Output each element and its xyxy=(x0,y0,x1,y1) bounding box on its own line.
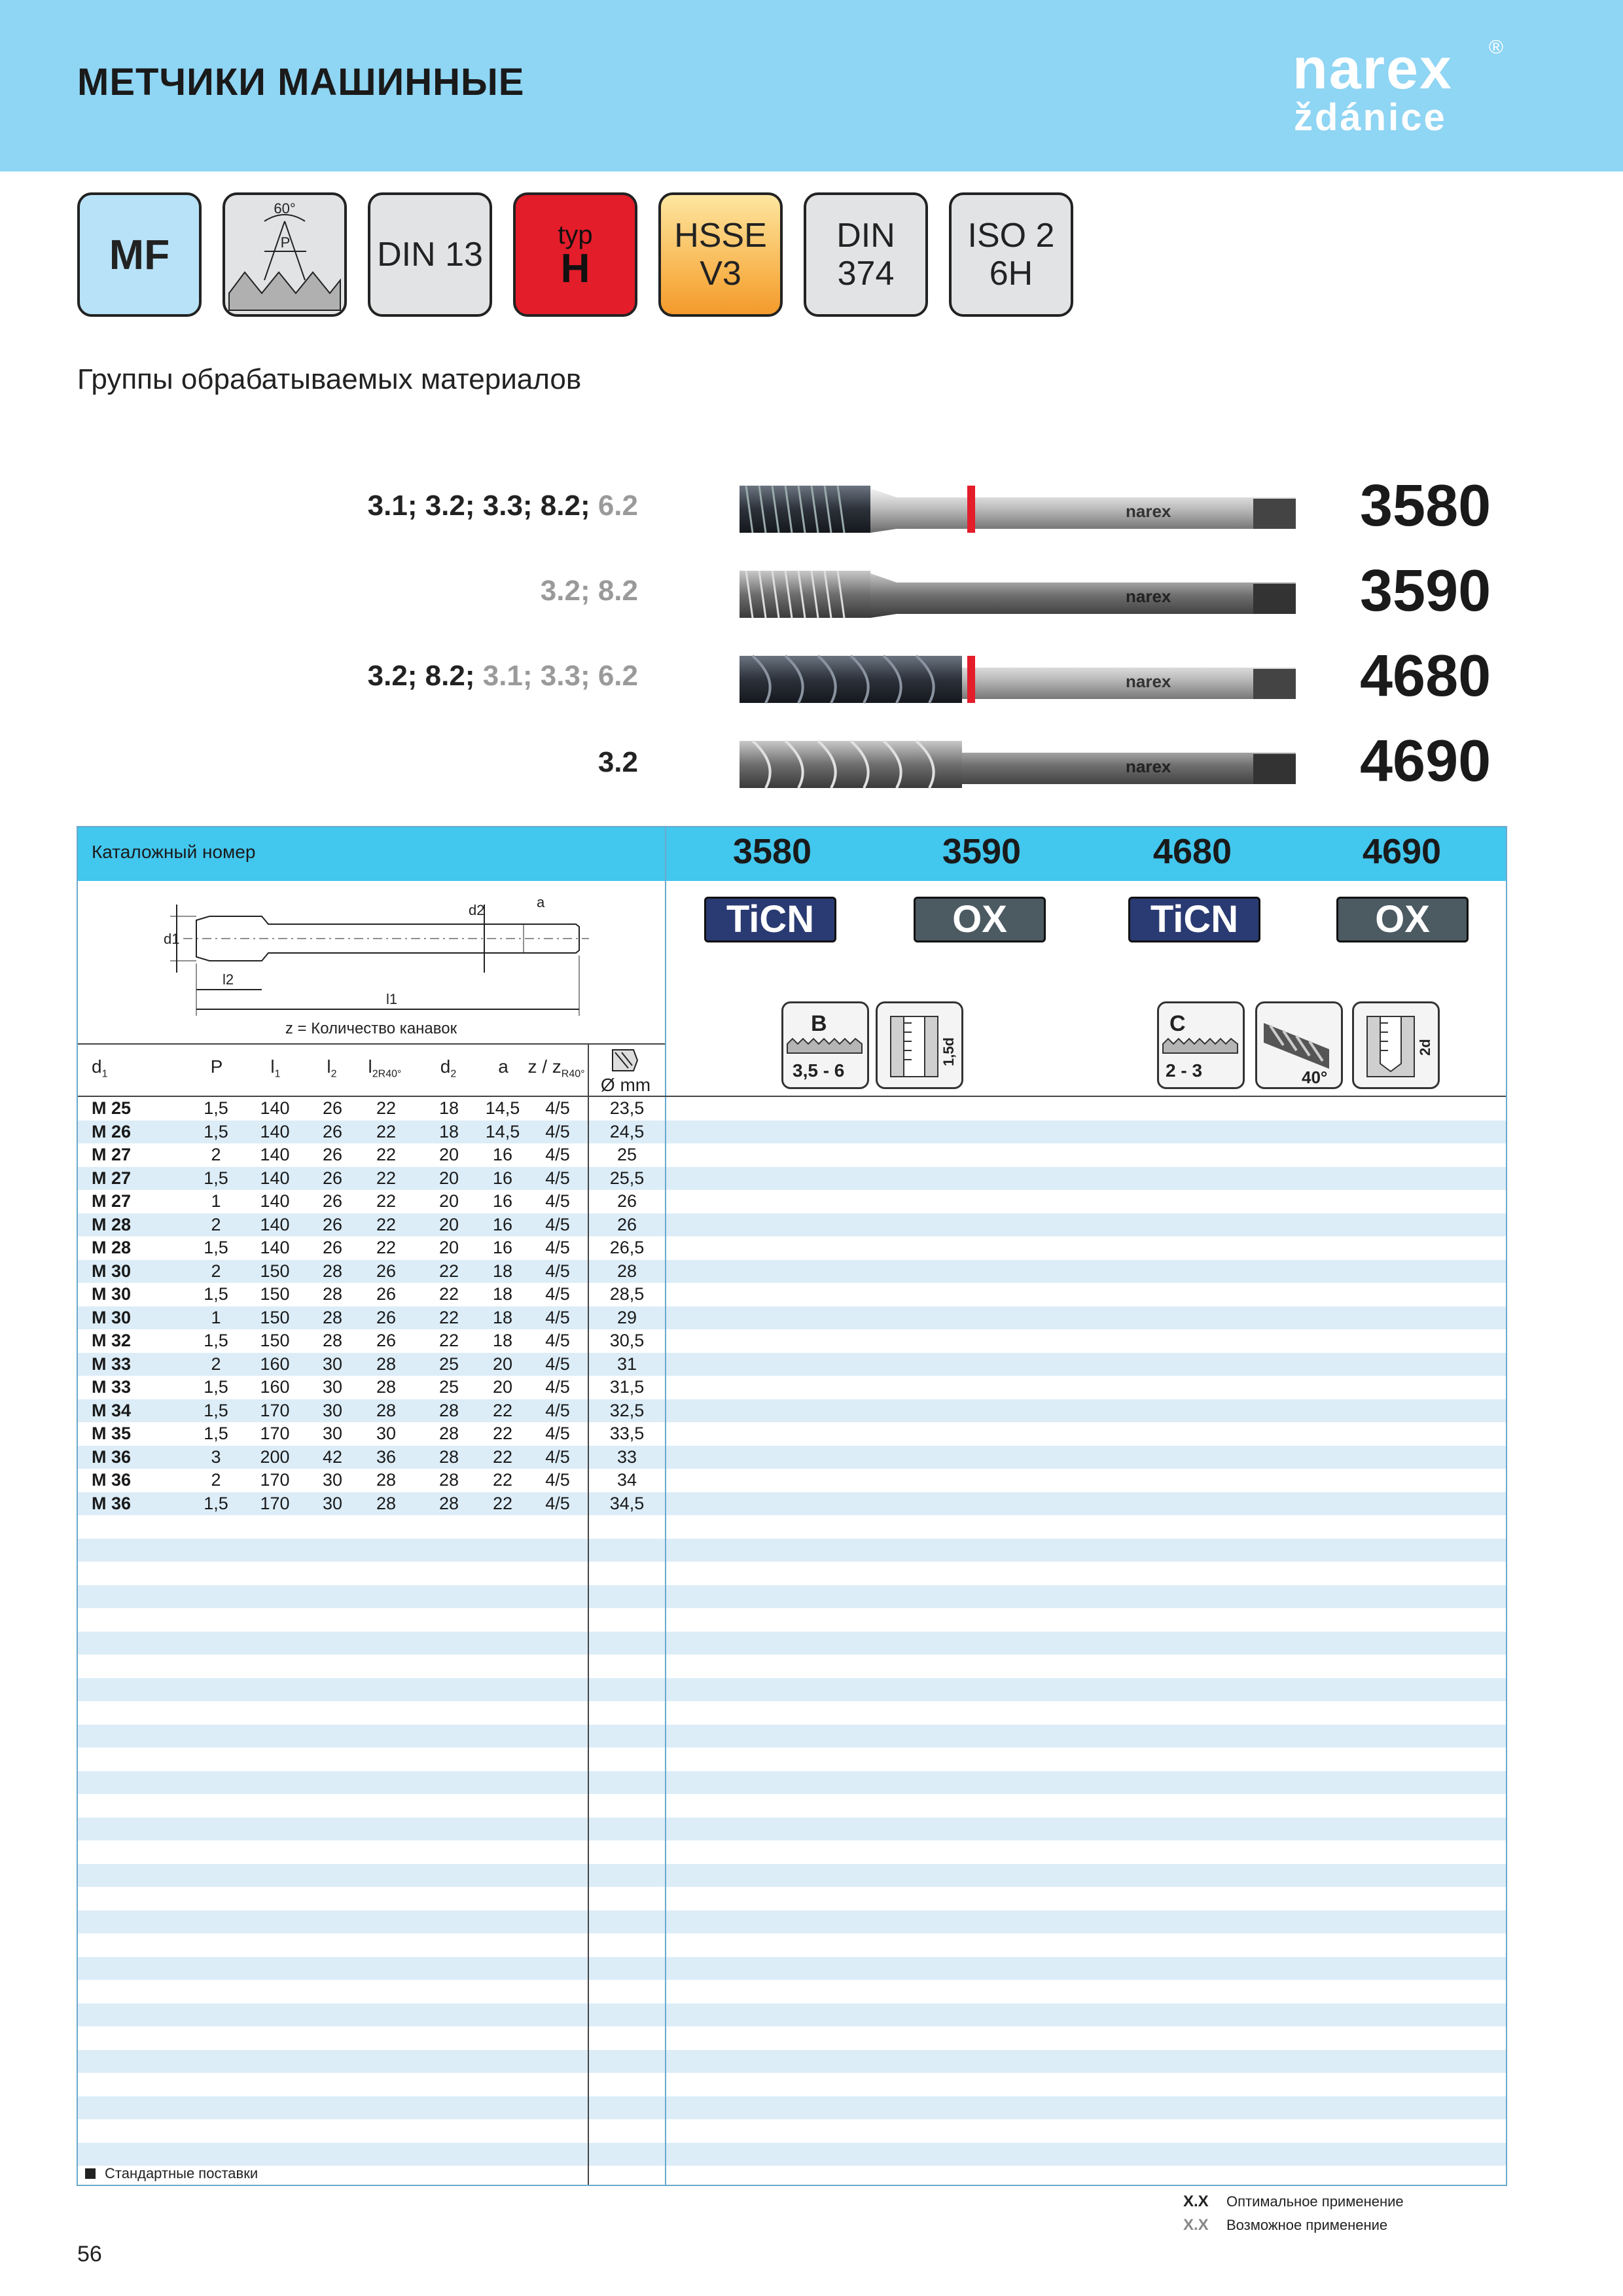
logo-line1: narex xyxy=(1293,36,1453,101)
cell-z: 4/5 xyxy=(545,1354,570,1374)
cell-l2: 30 xyxy=(322,1493,343,1513)
cell-l2r: 28 xyxy=(376,1354,397,1374)
cell-d1: M 36 xyxy=(92,1470,132,1490)
column-catalog-4690: 4690 xyxy=(1362,832,1442,871)
cell-l2: 28 xyxy=(322,1284,343,1304)
cell-l2r: 26 xyxy=(376,1331,397,1350)
coating-badge-4680: TiCN xyxy=(1128,897,1260,942)
cell-d2: 25 xyxy=(438,1354,459,1374)
cell-l2r: 22 xyxy=(376,1121,397,1141)
cell-drill: 25 xyxy=(616,1145,637,1164)
badge-type-h xyxy=(513,192,637,317)
cell-drill: 29 xyxy=(616,1307,637,1327)
catalog-number-3580: 3580 xyxy=(1360,473,1491,539)
badge-hsse-line2: V3 xyxy=(700,255,741,293)
col-head-drill: Ø mm xyxy=(600,1075,651,1095)
cell-p: 1,5 xyxy=(204,1238,228,1257)
cell-a: 18 xyxy=(492,1284,513,1304)
cell-z: 4/5 xyxy=(545,1424,570,1443)
tap-image-3580 xyxy=(740,483,1296,535)
helix-angle-label: 40° xyxy=(1302,1067,1328,1087)
cell-l2r: 36 xyxy=(376,1446,397,1467)
cell-d2: 28 xyxy=(438,1400,459,1420)
cell-l2r: 26 xyxy=(376,1284,397,1304)
cell-p: 1 xyxy=(211,1191,221,1211)
page-number: 56 xyxy=(77,2242,102,2267)
form-b-range: 3,5 - 6 xyxy=(793,1060,845,1081)
cell-drill: 28,5 xyxy=(609,1284,645,1304)
tap-image-4690 xyxy=(740,738,1296,791)
cell-l1: 170 xyxy=(260,1424,290,1443)
cell-d2: 20 xyxy=(438,1145,459,1164)
cell-drill: 32,5 xyxy=(609,1400,645,1420)
tap-brand-4680: narex xyxy=(1126,672,1171,691)
cell-l1: 140 xyxy=(260,1191,290,1211)
cell-z: 4/5 xyxy=(545,1168,570,1188)
col-head-l1: $l_1$ xyxy=(270,1056,281,1080)
cell-drill: 34,5 xyxy=(609,1493,645,1513)
cell-d2: 18 xyxy=(438,1121,459,1141)
cell-a: 22 xyxy=(492,1493,513,1513)
cell-d2: 28 xyxy=(438,1493,459,1513)
cell-l2: 26 xyxy=(322,1121,343,1141)
cell-p: 2 xyxy=(211,1214,221,1234)
cell-p: 1,5 xyxy=(204,1424,228,1443)
col-head-a: a xyxy=(498,1056,508,1077)
badge-iso-line1: ISO 2 xyxy=(967,217,1055,255)
thread-pitch-label: P xyxy=(280,234,291,251)
coating-badge-3590: OX xyxy=(914,897,1046,942)
cell-l2r: 22 xyxy=(376,1098,397,1118)
legend-optimal: X.X Оптимальное применение xyxy=(1183,2193,1404,2210)
cell-z: 4/5 xyxy=(545,1446,570,1467)
cell-drill: 23,5 xyxy=(609,1098,645,1118)
cell-z: 4/5 xyxy=(545,1121,570,1141)
cell-l2: 28 xyxy=(322,1261,343,1281)
badge-din374-line2: 374 xyxy=(837,255,895,293)
col-head-d2: $d_2$ xyxy=(440,1056,457,1080)
cell-z: 4/5 xyxy=(545,1145,570,1164)
cell-drill: 34 xyxy=(616,1470,637,1490)
cell-z: 4/5 xyxy=(545,1470,570,1490)
cell-a: 18 xyxy=(492,1261,513,1281)
cell-l1: 140 xyxy=(260,1168,290,1188)
cell-d1: M 30 xyxy=(92,1261,132,1281)
form-b-letter: B xyxy=(811,1011,827,1036)
badge-din13-label: DIN 13 xyxy=(377,236,483,274)
cell-l2: 26 xyxy=(322,1214,343,1234)
cell-a: 16 xyxy=(492,1214,513,1234)
cell-d1: M 27 xyxy=(92,1168,132,1188)
cell-l1: 170 xyxy=(260,1400,290,1420)
cell-d2: 22 xyxy=(438,1261,459,1281)
cell-z: 4/5 xyxy=(545,1493,570,1513)
cell-d2: 18 xyxy=(438,1098,459,1118)
legend-possible: X.X Возможное применение xyxy=(1183,2216,1388,2234)
thread-profile-icon xyxy=(225,195,344,314)
cell-a: 18 xyxy=(492,1307,513,1327)
cell-l2: 26 xyxy=(322,1145,343,1164)
tap-brand-3590: narex xyxy=(1126,586,1171,606)
depth-b-label: 1,5d xyxy=(940,1037,957,1066)
materials-subtitle: Группы обрабатываемых материалов xyxy=(77,363,582,395)
cell-z: 4/5 xyxy=(545,1238,570,1257)
cell-l1: 150 xyxy=(260,1331,290,1350)
tap-image-3590 xyxy=(740,568,1296,620)
cell-d2: 28 xyxy=(438,1424,459,1443)
cell-p: 1,5 xyxy=(204,1331,228,1350)
cell-l1: 170 xyxy=(260,1493,290,1513)
label-d1: d1 xyxy=(164,931,180,947)
cell-p: 3 xyxy=(211,1446,221,1467)
cell-l2: 30 xyxy=(322,1400,343,1420)
cell-l2r: 22 xyxy=(376,1191,397,1211)
cell-p: 1,5 xyxy=(204,1121,228,1141)
catalog-number-4680: 4680 xyxy=(1360,643,1491,709)
table-frame xyxy=(77,826,1507,2186)
cell-p: 2 xyxy=(211,1354,221,1374)
material-groups-4680: 3.2; 8.2; 3.1; 3.3; 6.2 xyxy=(367,660,638,692)
cell-a: 22 xyxy=(492,1424,513,1443)
cell-d1: M 32 xyxy=(92,1331,132,1350)
cell-drill: 31 xyxy=(616,1354,637,1374)
cell-l2: 30 xyxy=(322,1377,343,1397)
cell-l2r: 28 xyxy=(376,1493,397,1513)
cell-p: 1,5 xyxy=(204,1400,228,1420)
cell-d2: 20 xyxy=(438,1214,459,1234)
col-head-l2r40: $l_{2R40^\circ}$ xyxy=(368,1056,402,1080)
cell-z: 4/5 xyxy=(545,1098,570,1118)
tap-brand-3580: narex xyxy=(1126,501,1171,521)
logo-line2: ždánice xyxy=(1294,96,1447,139)
cell-z: 4/5 xyxy=(545,1331,570,1350)
cell-l2r: 22 xyxy=(376,1145,397,1164)
cell-d2: 22 xyxy=(438,1331,459,1350)
cell-a: 16 xyxy=(492,1168,513,1188)
cell-l1: 140 xyxy=(260,1145,290,1164)
cell-l2: 30 xyxy=(322,1470,343,1490)
cell-a: 20 xyxy=(492,1377,513,1397)
cell-l1: 200 xyxy=(260,1446,290,1467)
badge-hsse-v3 xyxy=(658,192,783,317)
cell-a: 16 xyxy=(492,1191,513,1211)
cell-l2r: 28 xyxy=(376,1377,397,1397)
cell-l2r: 22 xyxy=(376,1168,397,1188)
cell-d1: M 25 xyxy=(92,1098,132,1118)
cell-drill: 33,5 xyxy=(609,1424,645,1443)
cell-l2r: 28 xyxy=(376,1400,397,1420)
cell-a: 14,5 xyxy=(485,1121,520,1141)
cell-a: 14,5 xyxy=(485,1098,520,1118)
cell-d1: M 30 xyxy=(92,1284,132,1304)
cell-a: 18 xyxy=(492,1331,513,1350)
cell-l2r: 26 xyxy=(376,1307,397,1327)
cell-l2: 28 xyxy=(322,1307,343,1327)
cell-d1: M 33 xyxy=(92,1354,132,1374)
badge-din374 xyxy=(804,192,928,317)
cell-d2: 22 xyxy=(438,1307,459,1327)
cell-d1: M 36 xyxy=(92,1446,132,1467)
column-catalog-4680: 4680 xyxy=(1152,832,1232,871)
badge-mf-label: MF xyxy=(109,231,170,278)
badge-din374-line1: DIN xyxy=(836,217,895,255)
legend-standard: Стандартные поставки xyxy=(85,2165,258,2182)
badge-iso-line2: 6H xyxy=(989,255,1033,293)
cell-d1: M 26 xyxy=(92,1121,132,1141)
cell-l2: 26 xyxy=(322,1191,343,1211)
badge-iso2-6h xyxy=(949,192,1073,317)
cell-z: 4/5 xyxy=(545,1261,570,1281)
cell-a: 22 xyxy=(492,1446,513,1467)
narex-logo xyxy=(1293,36,1504,144)
cell-l1: 150 xyxy=(260,1261,290,1281)
cell-drill: 25,5 xyxy=(609,1168,645,1188)
cell-drill: 30,5 xyxy=(609,1331,645,1350)
col-head-p: P xyxy=(210,1056,223,1077)
cell-drill: 28 xyxy=(616,1261,637,1281)
cell-d1: M 27 xyxy=(92,1191,132,1211)
col-head-l2: $l_2$ xyxy=(327,1056,337,1080)
cell-d1: M 33 xyxy=(92,1377,132,1397)
cell-z: 4/5 xyxy=(545,1400,570,1420)
cell-l1: 140 xyxy=(260,1121,290,1141)
cell-z: 4/5 xyxy=(545,1307,570,1327)
cell-z: 4/5 xyxy=(545,1191,570,1211)
cell-d2: 28 xyxy=(438,1470,459,1490)
label-a: a xyxy=(537,894,545,910)
cell-l2: 26 xyxy=(322,1238,343,1257)
cell-p: 1,5 xyxy=(204,1168,228,1188)
cell-d2: 20 xyxy=(438,1238,459,1257)
cell-p: 2 xyxy=(211,1145,221,1164)
cell-p: 1,5 xyxy=(204,1098,228,1118)
cell-drill: 26 xyxy=(616,1191,637,1211)
cell-a: 22 xyxy=(492,1470,513,1490)
coating-badge-4690: OX xyxy=(1336,897,1469,942)
badge-hsse-line1: HSSE xyxy=(674,217,767,255)
cell-p: 2 xyxy=(211,1470,221,1490)
label-d2: d2 xyxy=(469,902,485,918)
cell-d1: M 27 xyxy=(92,1145,132,1164)
cell-l2r: 26 xyxy=(376,1261,397,1281)
cell-a: 20 xyxy=(492,1354,513,1374)
cell-z: 4/5 xyxy=(545,1284,570,1304)
catalog-number-label: Каталожный номер xyxy=(92,842,256,862)
cell-d1: M 28 xyxy=(92,1238,132,1257)
cell-a: 22 xyxy=(492,1400,513,1420)
material-groups-3580: 3.1; 3.2; 3.3; 8.2; 6.2 xyxy=(367,490,638,522)
cell-d1: M 28 xyxy=(92,1214,132,1234)
cell-l1: 140 xyxy=(260,1214,290,1234)
cell-drill: 26 xyxy=(616,1214,637,1234)
form-c-range: 2 - 3 xyxy=(1166,1060,1203,1081)
cell-p: 1,5 xyxy=(204,1284,228,1304)
cell-l1: 160 xyxy=(260,1354,290,1374)
cell-d1: M 36 xyxy=(92,1493,132,1513)
cell-a: 16 xyxy=(492,1238,513,1257)
cell-l1: 140 xyxy=(260,1098,290,1118)
cell-d2: 28 xyxy=(438,1446,459,1467)
cell-l1: 150 xyxy=(260,1307,290,1327)
badge-mf xyxy=(77,192,202,317)
tap-image-4680 xyxy=(740,653,1296,706)
badge-din13 xyxy=(368,192,492,317)
tap-brand-4690: narex xyxy=(1126,757,1171,776)
cell-l2: 30 xyxy=(322,1424,343,1443)
cell-p: 1,5 xyxy=(204,1377,228,1397)
col-head-z: z / $z_{R40^\circ}$ xyxy=(527,1056,585,1080)
cell-l2: 26 xyxy=(322,1098,343,1118)
cell-l2r: 30 xyxy=(376,1424,397,1443)
label-l2: l2 xyxy=(223,971,234,988)
cell-l2r: 28 xyxy=(376,1470,397,1490)
badge-type-small: typ xyxy=(558,221,593,249)
logo-registered: ® xyxy=(1489,37,1504,58)
cell-d1: M 30 xyxy=(92,1307,132,1327)
cell-a: 16 xyxy=(492,1145,513,1164)
column-catalog-3590: 3590 xyxy=(942,832,1022,871)
cell-l1: 140 xyxy=(260,1238,290,1257)
depth-c-label: 2d xyxy=(1417,1039,1433,1056)
cell-d2: 20 xyxy=(438,1168,459,1188)
cell-p: 1,5 xyxy=(204,1493,228,1513)
cell-d1: M 34 xyxy=(92,1400,132,1420)
flutes-caption: z = Количество канавок xyxy=(285,1020,457,1037)
col-head-d1: $d_1$ xyxy=(92,1056,108,1080)
coating-badge-3580: TiCN xyxy=(704,897,836,942)
cell-p: 2 xyxy=(211,1261,221,1281)
thread-angle-label: 60° xyxy=(274,200,296,217)
cell-l2r: 22 xyxy=(376,1214,397,1234)
catalog-number-4690: 4690 xyxy=(1360,728,1491,794)
cell-l2: 26 xyxy=(322,1168,343,1188)
cell-d1: M 35 xyxy=(92,1424,132,1443)
page-title: МЕТЧИКИ МАШИННЫЕ xyxy=(77,61,525,103)
cell-l2: 30 xyxy=(322,1354,343,1374)
form-c-letter: C xyxy=(1169,1011,1186,1036)
column-catalog-3580: 3580 xyxy=(732,832,812,871)
cell-z: 4/5 xyxy=(545,1214,570,1234)
cell-l2: 42 xyxy=(322,1446,343,1467)
badge-type-big: H xyxy=(560,246,590,291)
cell-z: 4/5 xyxy=(545,1377,570,1397)
cell-drill: 31,5 xyxy=(609,1377,645,1397)
cell-l2: 28 xyxy=(322,1331,343,1350)
cell-drill: 26,5 xyxy=(609,1238,645,1257)
cell-l1: 160 xyxy=(260,1377,290,1397)
cell-drill: 24,5 xyxy=(609,1121,645,1141)
cell-d2: 20 xyxy=(438,1191,459,1211)
cell-l1: 170 xyxy=(260,1470,290,1490)
material-groups-3590: 3.2; 8.2 xyxy=(540,575,638,607)
cell-l1: 150 xyxy=(260,1284,290,1304)
material-groups-4690: 3.2 xyxy=(597,746,638,778)
cell-d2: 25 xyxy=(438,1377,459,1397)
cell-d2: 22 xyxy=(438,1284,459,1304)
cell-p: 1 xyxy=(211,1307,221,1327)
cell-l2r: 22 xyxy=(376,1238,397,1257)
badge-thread-profile xyxy=(223,192,347,317)
catalog-number-3590: 3590 xyxy=(1360,558,1491,624)
standard-square-icon xyxy=(85,2168,96,2179)
label-l1: l1 xyxy=(386,991,398,1007)
cell-drill: 33 xyxy=(616,1446,637,1467)
